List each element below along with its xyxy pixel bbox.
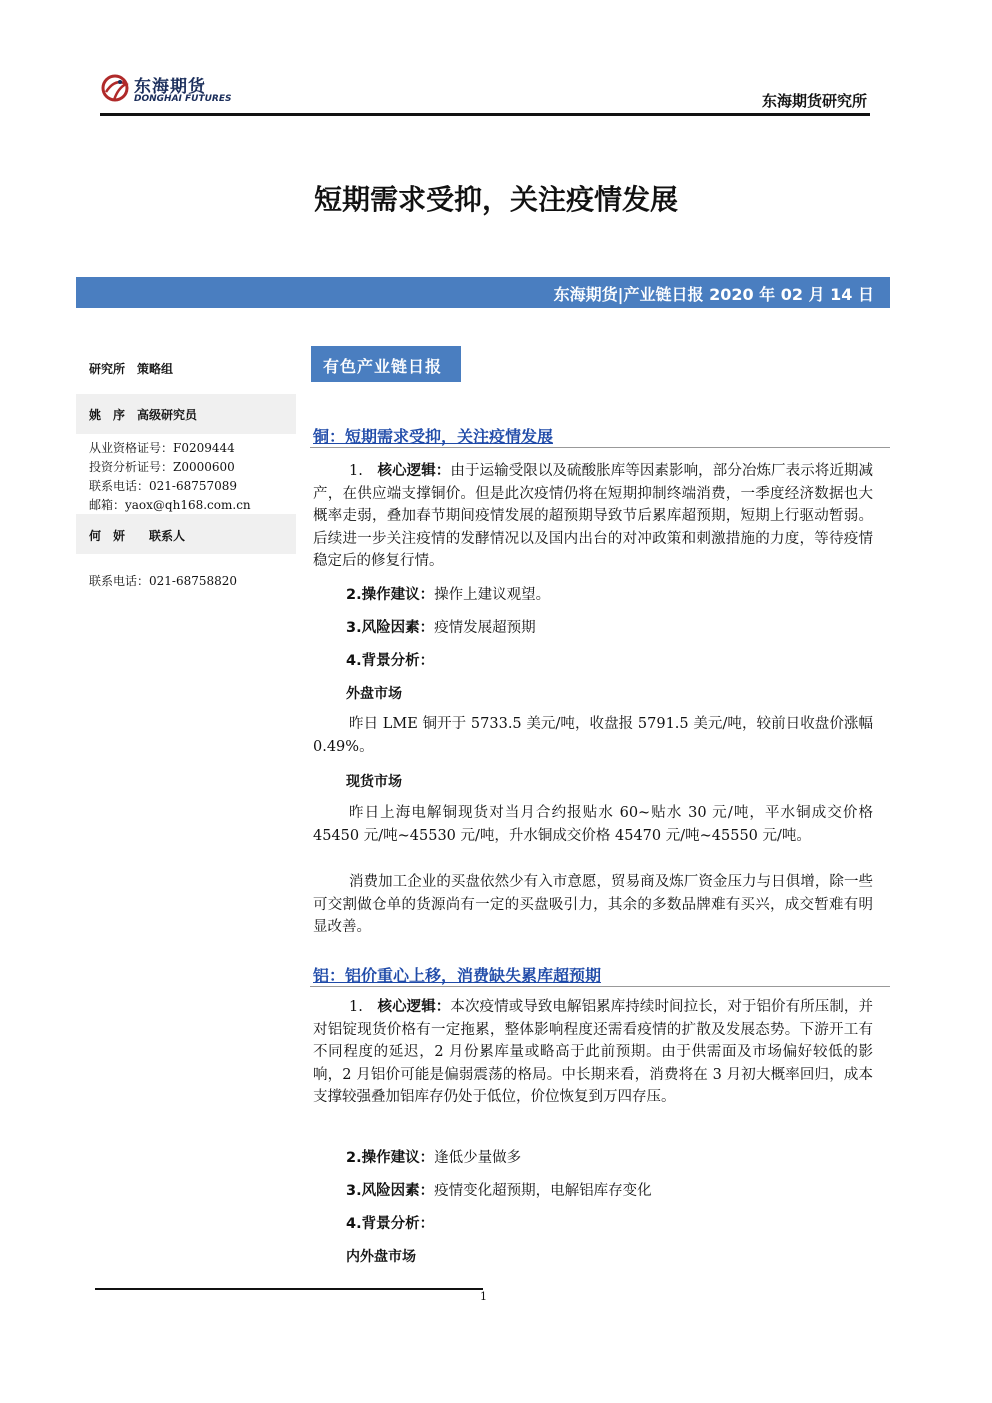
copper-advice: [346, 584, 550, 606]
copper-external-market-text: 昨日 LME 铜开于 5733.5 美元/吨，收盘报 5791.5 美元/吨，较前日收盘价涨幅 0.49%。: [313, 716, 873, 755]
aluminum-logic-text: 本次疫情或导致电解铝累库持续时间拉长，对于铝价有所压制，并对铝锭现货价格有一定拖累，整体影响程度还需看疫情的扩散及发展态势。下游开工有不同程度的延迟，2 月份累库量或略高于此前预期。由于供需面及市场偏好较低的影响，2 月铝价可能是偏弱震荡的格局。中长期来看，消费将在 3 月初大概率回归，成本支撑较强叠加铝库存仍处于低位，价位恢复到万四存压。: [313, 999, 874, 1105]
sidebar-phone-contact: 联系电话：021-68758820: [89, 574, 238, 588]
copper-spot-demand-text: 消费加工企业的买盘依然少有入市意愿，贸易商及炼厂资金压力与日俱增，除一些可交割做仓单的货源尚有一定的买盘吸引力，其余的多数品牌难有买兴，成交暂难有明显改善。: [313, 874, 873, 935]
document-title: 短期需求受抑，关注疫情发展: [313, 183, 678, 216]
copper-background: [346, 650, 434, 672]
copper-risk-label: 3.风险因素：: [346, 620, 435, 636]
copper-spot-market-title: 现货市场: [346, 774, 402, 790]
sidebar-cert-analysis: 投资分析证号：Z0000600: [89, 460, 235, 474]
aluminum-background-label: 4.背景分析：: [346, 1216, 435, 1232]
copper-advice-label: 2.操作建议：: [346, 587, 435, 603]
banner-text: 东海期货|产业链日报 2020 年 02 月 14 日: [553, 285, 874, 304]
institute-name: 东海期货研究所: [761, 92, 867, 110]
copper-core-logic: [313, 460, 873, 573]
aluminum-risk-label: 3.风险因素：: [346, 1183, 435, 1199]
copper-risk: [346, 617, 536, 639]
aluminum-logic-number: 1.: [349, 999, 363, 1015]
logo-chinese-text: 东海期货: [134, 77, 206, 97]
aluminum-risk-text: 疫情变化超预期，电解铝库存变化: [434, 1183, 652, 1199]
page-number: 1: [480, 1290, 487, 1303]
copper-background-label: 4.背景分析：: [346, 653, 435, 669]
copper-heading-rule: [310, 447, 890, 448]
sidebar-contact: 何 妍 联系人: [89, 529, 186, 543]
aluminum-advice: [346, 1147, 521, 1169]
copper-heading[interactable]: 铜：短期需求受抑，关注疫情发展: [313, 427, 554, 446]
copper-external-market-title: 外盘市场: [346, 686, 402, 702]
sidebar-cert-qualification: 从业资格证号：F0209444: [89, 441, 235, 455]
sidebar-phone-analyst: 联系电话：021-68757089: [89, 479, 238, 493]
section-tag: [311, 346, 461, 382]
aluminum-market-title: 内外盘市场: [346, 1249, 416, 1265]
aluminum-heading[interactable]: 铝：铝价重心上移，消费缺失累库超预期: [313, 966, 602, 985]
logo-english-text: DONGHAI FUTURES: [134, 94, 232, 104]
copper-spot-market-text: 昨日上海电解铜现货对当月合约报贴水 60~贴水 30 元/吨，平水铜成交价格 45450 元/吨~45530 元/吨，升水铜成交价格 45470 元/吨~45550 元/吨。: [313, 805, 873, 844]
footer-divider: [95, 1288, 483, 1290]
company-logo: [100, 70, 235, 112]
aluminum-advice-label: 2.操作建议：: [346, 1150, 435, 1166]
aluminum-advice-text: 逢低少量做多: [434, 1150, 522, 1166]
header-divider: [100, 113, 870, 116]
report-banner: [76, 277, 890, 308]
copper-logic-number: 1.: [349, 463, 363, 479]
section-tag-label: 有色产业链日报: [323, 357, 443, 376]
aluminum-background: [346, 1213, 434, 1235]
aluminum-risk: [346, 1180, 652, 1202]
logo-emblem-icon: [100, 70, 132, 110]
copper-logic-label: 核心逻辑：: [377, 463, 451, 479]
aluminum-core-logic: [313, 996, 873, 1109]
copper-logic-text: 由于运输受限以及硫酸胀库等因素影响，部分冶炼厂表示将近期减产，在供应端支撑铜价。但是此次疫情仍将在短期抑制终端消费，一季度经济数据也大概率走弱，叠加春节期间疫情发展的超预期导致节后累库超预期，短期上行驱动暂弱。后续进一步关注疫情的发酵情况以及国内出台的对冲政策和刺激措施的力度，等待疫情稳定后的修复行情。: [313, 463, 874, 569]
copper-advice-text: 操作上建议观望。: [434, 587, 551, 603]
aluminum-heading-rule: [310, 986, 890, 987]
sidebar-analyst: 姚 序 高级研究员: [89, 408, 198, 422]
sidebar-email[interactable]: 邮箱：yaox@qh168.com.cn: [89, 498, 251, 512]
sidebar-team: 研究所 策略组: [89, 362, 174, 376]
aluminum-logic-label: 核心逻辑：: [377, 999, 451, 1015]
copper-risk-text: 疫情发展超预期: [434, 620, 536, 636]
